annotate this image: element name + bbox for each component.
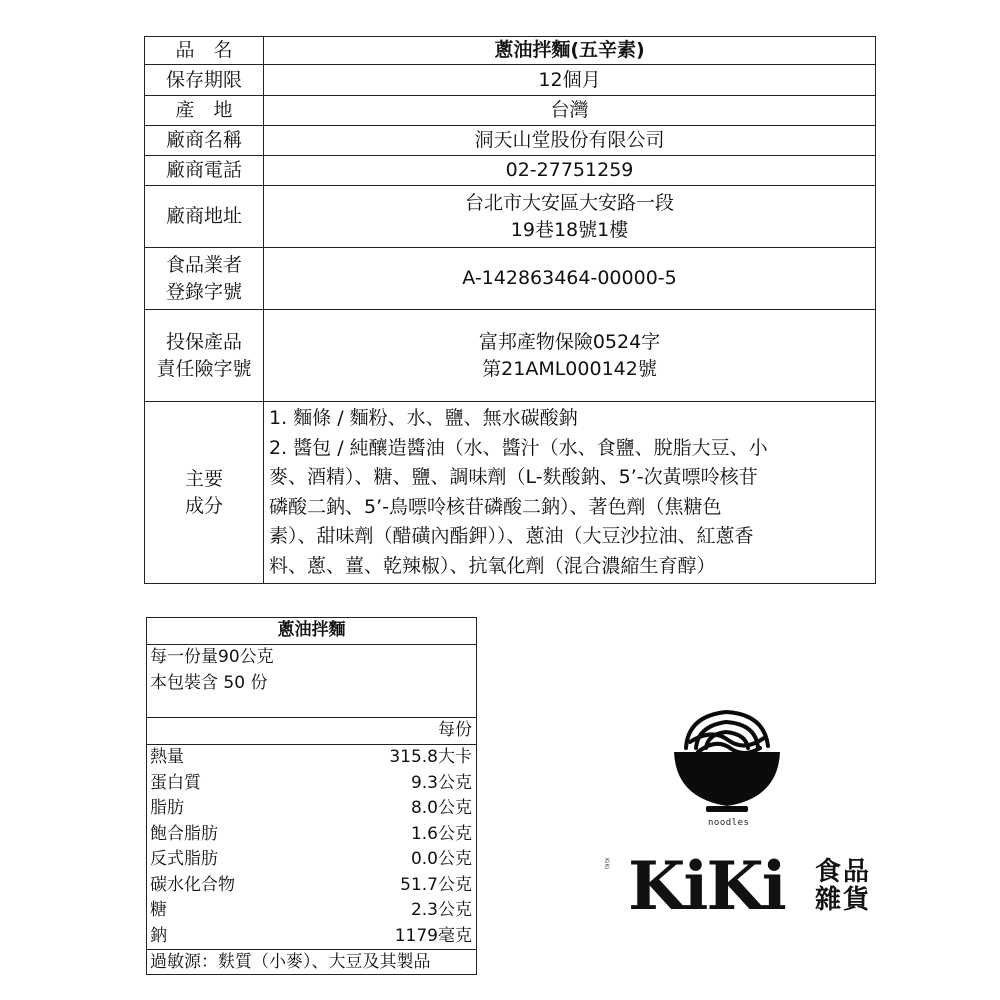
per-serving-header: 每份 <box>147 718 476 745</box>
row-registration <box>145 248 876 310</box>
nutrition-row <box>147 847 476 873</box>
nutrition-row <box>147 771 476 797</box>
row-origin <box>145 96 876 126</box>
brand-category-line-2: 雜貨 <box>815 885 872 915</box>
nutrient-name: 鈉 <box>150 925 167 946</box>
value-insurance <box>264 310 876 402</box>
value-shelf-life: 12個月 <box>264 65 876 96</box>
nutrition-row <box>147 873 476 899</box>
brand-category-line-1: 食品 <box>815 857 872 887</box>
registration-label-line-1: 食品業者 <box>165 253 242 276</box>
nutrient-name: 碳水化合物 <box>150 874 235 895</box>
row-shelf-life <box>145 65 876 96</box>
ingredients-line-6: 料、蔥、薑、乾辣椒）、抗氧化劑（混合濃縮生育醇） <box>269 554 716 577</box>
label-address: 廠商地址 <box>145 186 264 248</box>
nutrition-row <box>147 796 476 822</box>
nutrient-value: 0.0公克 <box>410 849 472 869</box>
row-address <box>145 186 876 248</box>
address-line-2: 19巷18號1樓 <box>510 218 629 241</box>
value-product-name: 蔥油拌麵(五辛素) <box>264 37 876 65</box>
row-manufacturer <box>145 126 876 156</box>
value-registration: A-142863464-00000-5 <box>264 248 876 310</box>
nutrition-spacer <box>147 697 476 718</box>
nutrient-name: 反式脂肪 <box>150 849 218 869</box>
insurance-line-1: 富邦產物保險0524字 <box>478 330 661 353</box>
row-phone <box>145 156 876 186</box>
nutrient-name: 熱量 <box>150 747 184 767</box>
nutrition-rows <box>147 745 476 949</box>
brand-category <box>815 858 875 914</box>
nutrient-name: 飽合脂肪 <box>150 823 218 844</box>
ingredients-line-5: 素）、甜味劑（醋磺內酯鉀））、蔥油（大豆沙拉油、紅蔥香 <box>269 525 754 547</box>
product-info-table <box>144 36 876 584</box>
insurance-label-line-1: 投保產品 <box>165 330 242 353</box>
nutrient-value: 315.8大卡 <box>389 747 472 767</box>
nutrition-row <box>147 924 476 950</box>
brand-wordmark: KiKi <box>628 847 785 925</box>
brand-small-text: KiKi <box>603 858 610 870</box>
ingredients-label-line-1: 主要 <box>184 467 223 490</box>
label-ingredients <box>145 402 264 584</box>
serving-size: 每一份量90公克 <box>150 647 274 667</box>
insurance-label-line-2: 責任險字號 <box>156 357 252 380</box>
value-address <box>264 186 876 248</box>
row-product-name <box>145 37 876 65</box>
nutrient-value: 8.0公克 <box>410 798 472 818</box>
value-origin: 台灣 <box>264 96 876 126</box>
label-manufacturer: 廠商名稱 <box>145 126 264 156</box>
nutrient-name: 糖 <box>150 900 167 920</box>
value-ingredients <box>264 402 876 584</box>
label-shelf-life: 保存期限 <box>145 65 264 96</box>
label-origin: 產 地 <box>145 96 264 126</box>
nutrition-row <box>147 822 476 848</box>
label-product-name: 品 名 <box>145 37 264 65</box>
nutrient-value: 1.6公克 <box>410 823 472 844</box>
row-ingredients <box>145 402 876 584</box>
nutrition-facts-table <box>146 617 477 975</box>
ingredients-line-4: 磷酸二鈉、5’-鳥嘌呤核苷磷酸二鈉）、著色劑（焦糖色 <box>269 495 722 518</box>
nutrient-value: 9.3公克 <box>410 772 472 793</box>
nutrition-title: 蔥油拌麵 <box>147 618 476 645</box>
value-phone: 02-27751259 <box>264 156 876 186</box>
label-phone: 廠商電話 <box>145 156 264 186</box>
nutrient-value: 2.3公克 <box>410 900 472 920</box>
row-insurance <box>145 310 876 402</box>
nutrient-value: 1179毫克 <box>394 925 472 946</box>
label-registration <box>145 248 264 310</box>
ingredients-label-line-2: 成分 <box>184 494 223 517</box>
nutrient-name: 蛋白質 <box>150 772 201 793</box>
ingredients-line-1: 1. 麵條 / 麵粉、水、鹽、無水碳酸鈉 <box>269 407 578 429</box>
ingredients-line-3: 麥、酒精）、糖、鹽、調味劑（L-麩酸鈉、5’-次黃嘌呤核苷 <box>269 466 758 488</box>
nutrient-value: 51.7公克 <box>400 874 472 895</box>
insurance-line-2: 第21AML000142號 <box>482 357 657 380</box>
address-line-1: 台北市大安區大安路一段 <box>464 191 674 214</box>
registration-label-line-2: 登錄字號 <box>165 280 242 303</box>
allergen-info: 過敏源：麩質（小麥）、大豆及其製品 <box>147 949 476 974</box>
ingredients-line-2: 2. 醬包 / 純釀造醬油（水、醬汁（水、食鹽、脫脂大豆、小 <box>269 436 768 459</box>
label-insurance <box>145 310 264 402</box>
nutrition-row <box>147 898 476 924</box>
noodle-bowl-icon <box>668 702 786 820</box>
servings-per-package: 本包裝含 50 份 <box>150 673 268 693</box>
nutrient-name: 脂肪 <box>150 798 184 818</box>
noodles-caption: noodles <box>708 818 750 828</box>
nutrition-row <box>147 745 476 771</box>
value-manufacturer: 洞天山堂股份有限公司 <box>264 126 876 156</box>
